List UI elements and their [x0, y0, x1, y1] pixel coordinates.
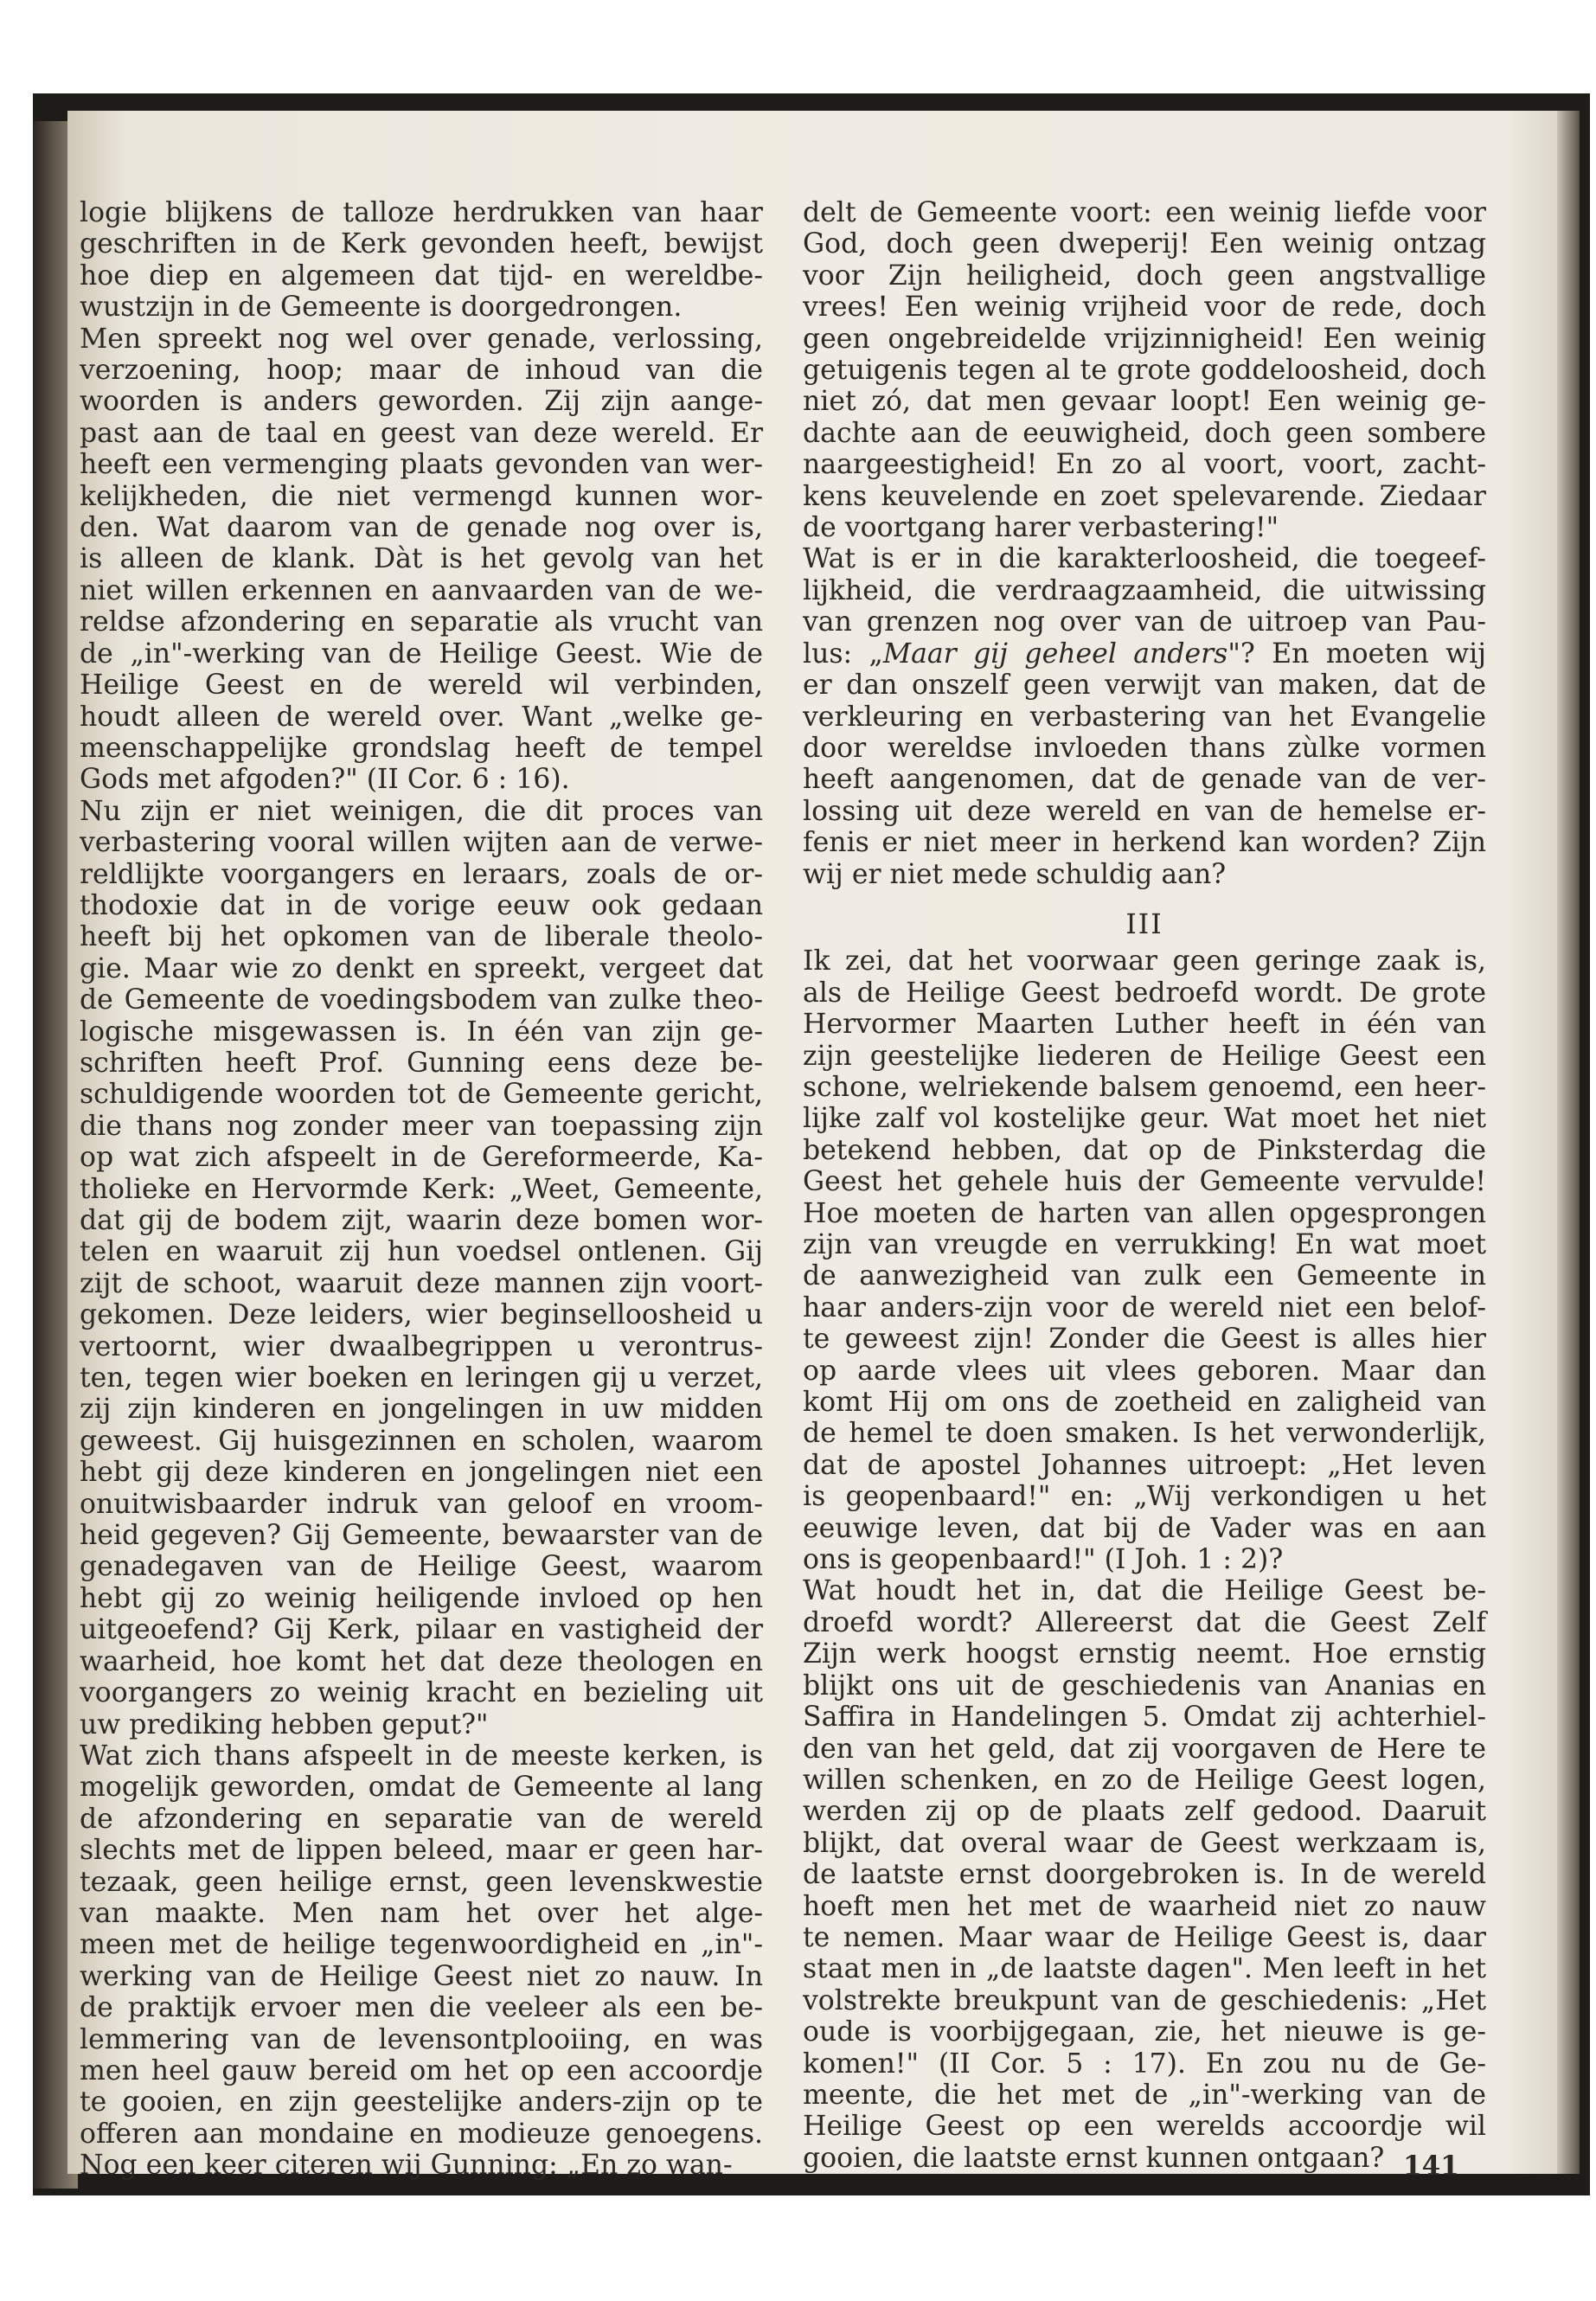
page-edge-shadow	[1557, 111, 1580, 2174]
text-line: schriften heeft Prof. Gunning eens deze be-	[80, 1047, 763, 1079]
text-line: logische misgewassen is. In één van zijn ge-	[80, 1016, 763, 1048]
text-line: niet zó, dat men gevaar loopt! Een weinig ge-	[803, 386, 1486, 418]
text-line: op aarde vlees uit vlees geboren. Maar dan	[803, 1355, 1486, 1387]
text-line: te nemen. Maar waar de Heilige Geest is, daar	[803, 1921, 1486, 1953]
text-line: God, doch geen dweperij! Een weinig ontzag	[803, 228, 1486, 260]
text-line: uitgeoefend? Gij Kerk, pilaar en vastigheid der	[80, 1614, 763, 1646]
text-line: Zijn werk hoogst ernstig neemt. Hoe ernstig	[803, 1638, 1486, 1670]
page-number: 141	[1403, 2150, 1459, 2182]
text-line: zij zijn kinderen en jongelingen in uw midden	[80, 1394, 763, 1426]
text-line: meen met de heilige tegenwoordigheid en „in"-	[80, 1929, 763, 1961]
text-line: kelijkheden, die niet vermengd kunnen wor-	[80, 480, 763, 512]
text-line: de aanwezigheid van zulk een Gemeente in	[803, 1260, 1486, 1292]
text-line: blijkt ons uit de geschiedenis van Ananias en	[803, 1670, 1486, 1702]
text-line: is alleen de klank. Dàt is het gevolg van het	[80, 543, 763, 575]
text-line: de afzondering en separatie van de wereld	[80, 1803, 763, 1835]
text-line: den van het geld, dat zij voorgaven de Here te	[803, 1733, 1486, 1765]
text-line: dachte aan de eeuwigheid, doch geen sombere	[803, 417, 1486, 449]
text-line: de „in"-werking van de Heilige Geest. Wie de	[80, 638, 763, 670]
text-line: Saffira in Handelingen 5. Omdat zij achterhiel-	[803, 1702, 1486, 1734]
text-line: werden zij op de plaats zelf gedood. Daaruit	[803, 1796, 1486, 1828]
text-line: waarheid, hoe komt het dat deze theologen en	[80, 1645, 763, 1677]
text-line: op wat zich afspeelt in de Gereformeerde, Ka-	[80, 1142, 763, 1174]
text-line: als de Heilige Geest bedroefd wordt. De grote	[803, 977, 1486, 1009]
text-line: logie blijkens de talloze herdrukken van haar	[80, 197, 763, 228]
text-line: tholieke en Hervormde Kerk: „Weet, Gemeente,	[80, 1173, 763, 1205]
right-text-column	[803, 197, 1486, 2174]
text-line: gie. Maar wie zo denkt en spreekt, vergeet dat	[80, 952, 763, 984]
text-line: thodoxie dat in de vorige eeuw ook gedaan	[80, 889, 763, 921]
text-line: geen ongebreidelde vrijzinnigheid! Een weinig	[803, 323, 1486, 355]
right-column-part-one	[803, 197, 1486, 890]
text-line: schuldigende woorden tot de Gemeente gericht,	[80, 1079, 763, 1111]
text-line: zijn van vreugde en verrukking! En wat moet	[803, 1229, 1486, 1260]
text-line: getuigenis tegen al te grote goddeloosheid, doch	[803, 355, 1486, 387]
text-line: Ik zei, dat het voorwaar geen geringe zaak is,	[803, 945, 1486, 977]
text-line: Gods met afgoden?" (II Cor. 6 : 16).	[80, 764, 570, 796]
text-line: zijn geestelijke liederen de Heilige Geest een	[803, 1040, 1486, 1072]
text-line: blijkt, dat overal waar de Geest werkzaam is,	[803, 1827, 1486, 1859]
text-line: geweest. Gij huisgezinnen en scholen, waarom	[80, 1425, 763, 1457]
text-line: meenschappelijke grondslag heeft de tempel	[80, 732, 763, 764]
text-line: voorgangers zo weinig kracht en bezieling uit	[80, 1677, 763, 1709]
text-line: mogelijk geworden, omdat de Gemeente al lang	[80, 1772, 763, 1804]
text-line: past aan de taal en geest van deze wereld. Er	[80, 417, 763, 449]
text-line: kens keuvelende en zoet spelevarende. Ziedaar	[803, 480, 1486, 512]
text-line: van maakte. Men nam het over het alge-	[80, 1897, 763, 1929]
text-line: er dan onszelf geen verwijt van maken, dat de	[803, 670, 1486, 702]
text-line: gooien, die laatste ernst kunnen ontgaan?	[803, 2142, 1385, 2174]
text-line: is geopenbaard!" en: „Wij verkondigen u het	[803, 1481, 1486, 1513]
text-line: delt de Gemeente voort: een weinig liefde voor	[803, 197, 1486, 228]
text-line: Heilige Geest op een werelds accoordje wil	[803, 2111, 1486, 2143]
text-line: eeuwige leven, dat bij de Vader was en aan	[803, 1512, 1486, 1544]
text-line: houdt alleen de wereld over. Want „welke ge-	[80, 701, 763, 733]
text-line: werking van de Heilige Geest niet zo nauw. In	[80, 1960, 763, 1992]
text-line: vertoornt, wier dwaalbegrippen u verontrus-	[80, 1330, 763, 1362]
text-line: Hervormer Maarten Luther heeft in één van	[803, 1009, 1486, 1041]
text-line: verbastering vooral willen wijten aan de verwe-	[80, 827, 763, 859]
text-line: komen!" (II Cor. 5 : 17). En zou nu de Ge-	[803, 2048, 1486, 2080]
text-line: te gooien, en zijn geestelijke anders-zijn op te	[80, 2086, 763, 2118]
text-line: hebt gij zo weinig heiligende invloed op hen	[80, 1582, 763, 1614]
right-column-part-two	[803, 945, 1486, 2174]
text-line: lijkheid, die verdraagzaamheid, die uitwissing	[803, 574, 1486, 606]
text-line: vrees! Een weinig vrijheid voor de rede, doch	[803, 292, 1486, 324]
text-line: heid gegeven? Gij Gemeente, bewaarster van de	[80, 1520, 763, 1552]
text-line: heeft bij het opkomen van de liberale theolo-	[80, 921, 763, 953]
text-line: heeft aangenomen, dat de genade van de ver-	[803, 764, 1486, 796]
text-line: de praktijk ervoer men die veeleer als een be-	[80, 1992, 763, 2024]
text-line: willen schenken, en zo de Heilige Geest logen,	[803, 1764, 1486, 1796]
text-line: naargeestigheid! En zo al voort, voort, zacht-	[803, 449, 1486, 481]
text-line: oude is voorbijgegaan, zie, het nieuwe is ge-	[803, 2016, 1486, 2048]
text-line: haar anders-zijn voor de wereld niet een belof-	[803, 1292, 1486, 1324]
text-line: Nog een keer citeren wij Gunning: „En zo wan-	[80, 2150, 733, 2182]
text-line: betekend hebben, dat op de Pinksterdag die	[803, 1134, 1486, 1166]
section-numeral: III	[1125, 908, 1163, 940]
text-line: verkleuring en verbastering van het Evangelie	[803, 701, 1486, 733]
text-line: de Gemeente de voedingsbodem van zulke theo-	[80, 984, 763, 1016]
text-line: niet willen erkennen en aanvaarden van de we-	[80, 574, 763, 606]
text-line: lus: „Maar gij geheel anders"? En moeten wij	[803, 638, 1486, 670]
text-line: telen en waaruit zij hun voedsel ontlenen. Gij	[80, 1236, 763, 1268]
text-line: lemmering van de levensontplooiing, en was	[80, 2023, 763, 2055]
text-line: meente, die het met de „in"-werking van de	[803, 2079, 1486, 2111]
text-line: genadegaven van de Heilige Geest, waarom	[80, 1551, 763, 1583]
text-line: dat de apostel Johannes uitroept: „Het leven	[803, 1449, 1486, 1481]
text-line: de hemel te doen smaken. Is het verwonderlijk,	[803, 1418, 1486, 1450]
text-line: door wereldse invloeden thans zùlke vormen	[803, 732, 1486, 764]
text-line: lossing uit deze wereld en van de hemelse er-	[803, 795, 1486, 827]
text-line: schone, welriekende balsem genoemd, een heer-	[803, 1071, 1486, 1103]
text-line: lijke zalf vol kostelijke geur. Wat moet het niet	[803, 1103, 1486, 1135]
text-line: Geest het gehele huis der Gemeente vervulde!	[803, 1166, 1486, 1198]
text-line: komt Hij om ons de zoetheid en zaligheid van	[803, 1387, 1486, 1419]
text-line: Wat is er in die karakterloosheid, die toegeef-	[803, 543, 1486, 575]
text-line: verzoening, hoop; maar de inhoud van die	[80, 355, 763, 387]
left-text-column	[80, 197, 763, 2182]
text-line: hoeft men het met de waarheid niet zo nauw	[803, 1890, 1486, 1922]
text-line: gekomen. Deze leiders, wier beginselloosheid u	[80, 1299, 763, 1331]
text-line: van grenzen nog over van de uitroep van Pau-	[803, 606, 1486, 638]
text-line: heeft een vermenging plaats gevonden van wer-	[80, 449, 763, 481]
text-line: geschriften in de Kerk gevonden heeft, bewijst	[80, 228, 763, 260]
text-line: ons is geopenbaard!" (I Joh. 1 : 2)?	[803, 1544, 1284, 1576]
text-line: Hoe moeten de harten van allen opgesprongen	[803, 1197, 1486, 1229]
text-line: Men spreekt nog wel over genade, verlossing,	[80, 323, 763, 355]
text-line: Wat zich thans afspeelt in de meeste kerken, is	[80, 1740, 763, 1772]
text-line: offeren aan mondaine en modieuze genoegens.	[80, 2118, 763, 2150]
text-line: fenis er niet meer in herkend kan worden? Zijn	[803, 827, 1486, 859]
text-line: onuitwisbaarder indruk van geloof en vroom-	[80, 1488, 763, 1520]
text-line: ten, tegen wier boeken en leringen gij u verzet,	[80, 1362, 763, 1394]
text-line: woorden is anders geworden. Zij zijn aange-	[80, 386, 763, 418]
text-line: de voortgang harer verbastering!"	[803, 512, 1279, 544]
text-line: de laatste ernst doorgebroken is. In de wereld	[803, 1859, 1486, 1891]
text-line: staat men in „de laatste dagen". Men leeft in het	[803, 1953, 1486, 1985]
text-line: reldlijkte voorgangers en leraars, zoals de or-	[80, 858, 763, 890]
text-line: te geweest zijn! Zonder die Geest is alles hier	[803, 1324, 1486, 1356]
italic-quote: Maar gij geheel anders	[882, 638, 1228, 670]
text-line: reldse afzondering en separatie als vrucht van	[80, 606, 763, 638]
text-line: wustzijn in de Gemeente is doorgedrongen.	[80, 292, 683, 324]
text-line: wij er niet mede schuldig aan?	[803, 858, 1227, 890]
text-line: tezaak, geen heilige ernst, geen levenskwestie	[80, 1866, 763, 1898]
text-line: Nu zijn er niet weinigen, die dit proces van	[80, 795, 763, 827]
text-line: hoe diep en algemeen dat tijd- en wereldbe-	[80, 260, 763, 292]
text-line: den. Wat daarom van de genade nog over is,	[80, 512, 763, 544]
text-line: uw prediking hebben geput?"	[80, 1708, 489, 1740]
text-line: droefd wordt? Allereerst dat die Geest Zelf	[803, 1606, 1486, 1638]
text-line: Heilige Geest en de wereld wil verbinden,	[80, 670, 763, 702]
text-line: Wat houdt het in, dat die Heilige Geest be-	[803, 1575, 1486, 1607]
text-line: slechts met de lippen beleed, maar er geen har-	[80, 1835, 763, 1867]
text-line: dat gij de bodem zijt, waarin deze bomen wor-	[80, 1205, 763, 1236]
text-line: volstrekte breukpunt van de geschiedenis: „Het	[803, 1984, 1486, 2016]
text-line: hebt gij deze kinderen en jongelingen niet een	[80, 1457, 763, 1489]
text-line: die thans nog zonder meer van toepassing zijn	[80, 1110, 763, 1142]
text-line: men heel gauw bereid om het op een accoordje	[80, 2054, 763, 2086]
text-line: voor Zijn heiligheid, doch geen angstvallige	[803, 260, 1486, 292]
text-line: zijt de schoot, waaruit deze mannen zijn voort-	[80, 1267, 763, 1299]
